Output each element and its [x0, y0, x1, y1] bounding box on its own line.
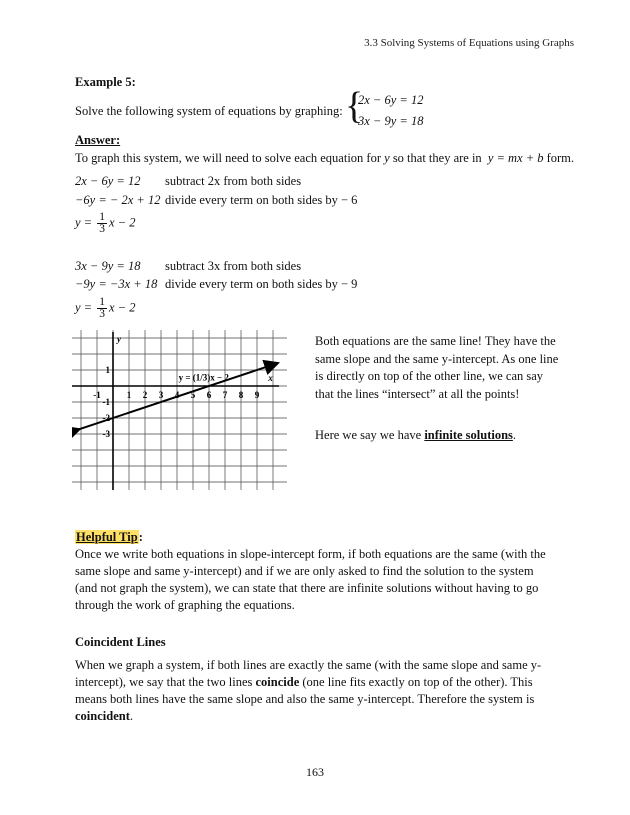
coordinate-graph: [72, 330, 287, 490]
graph-grid: [72, 330, 287, 490]
result1: y = $\frac{1}{3}$ x − 2: [75, 211, 136, 235]
x-tick-label: 2: [142, 390, 148, 400]
coincident-text: When we graph a system, if both lines are exactly the same (with the same slope and same y-intercept), we say that the two lines coincide (one line fits exactly on top of the other). This means both lines have the same slope and also the same y-intercept. Therefore the system is coincident.: [75, 658, 542, 723]
x-axis-label: x: [268, 373, 273, 383]
x-tick-label: 4: [174, 390, 180, 400]
y-tick-label: -2: [102, 413, 110, 423]
y-tick-label: -3: [102, 429, 110, 439]
side-paragraph-1: Both equations are the same line! They have the same slope and the same y-intercept. As one line is directly on top of the other line, we can say that the lines “intersect” at all the points!: [315, 334, 559, 401]
step4-note: divide every term on both sides by − 9: [165, 277, 358, 291]
step2-eq: −6y = − 2x + 12: [75, 193, 161, 207]
coincident-heading: Coincident Lines: [75, 635, 166, 649]
x-tick-label: 7: [222, 390, 228, 400]
answer-intro: To graph this system, we will need to solve each equation for y so that they are in y = mx + b form.: [75, 151, 574, 165]
system-eq-2: 3x − 9y = 18: [358, 114, 424, 128]
step2-note: divide every term on both sides by − 6: [165, 193, 358, 207]
infinite-solutions-term: infinite solutions: [424, 428, 513, 442]
x-tick-label: -1: [93, 390, 101, 400]
step3-note: subtract 3x from both sides: [165, 259, 302, 273]
system-eq-1: 2x − 6y = 12: [358, 93, 424, 107]
x-tick-label: 5: [190, 390, 196, 400]
x-tick-label: 9: [254, 390, 260, 400]
step1-note: subtract 2x from both sides: [165, 174, 302, 188]
side-paragraph-2: Here we say we have infinite solutions.: [315, 428, 517, 442]
answer-heading: Answer:: [75, 133, 121, 147]
running-header: 3.3 Solving Systems of Equations using Graphs: [364, 37, 574, 49]
step1-eq: 2x − 6y = 12: [75, 174, 141, 188]
line-label: y = (1/3)x − 2: [178, 372, 229, 383]
step4-eq: −9y = −3x + 18: [75, 277, 158, 291]
page-number: 163: [306, 765, 324, 779]
example-prompt: Solve the following system of equations by graphing:: [75, 104, 343, 118]
example-heading: Example 5:: [75, 75, 136, 89]
x-tick-label: 1: [126, 390, 132, 400]
tip-heading: Helpful Tip:: [76, 530, 143, 544]
y-tick-label: -1: [102, 397, 110, 407]
x-tick-label: 6: [206, 390, 212, 400]
result2: y = $\frac{1}{3}$ x − 2: [75, 296, 136, 320]
x-tick-label: 8: [238, 390, 244, 400]
y-axis-label: y: [117, 334, 121, 344]
tip-text: Once we write both equations in slope-intercept form, if both equations are the same (with the same slope and same y-intercept) and if we are only asked to find the solution to the system (and not graph the system), we can state that there are infinite solutions without having to go through the work of graphing the equations.: [75, 547, 546, 612]
x-tick-label: 3: [158, 390, 164, 400]
y-tick-label: 1: [105, 365, 110, 375]
step3-eq: 3x − 9y = 18: [75, 259, 141, 273]
system-brace: {: [345, 85, 364, 127]
